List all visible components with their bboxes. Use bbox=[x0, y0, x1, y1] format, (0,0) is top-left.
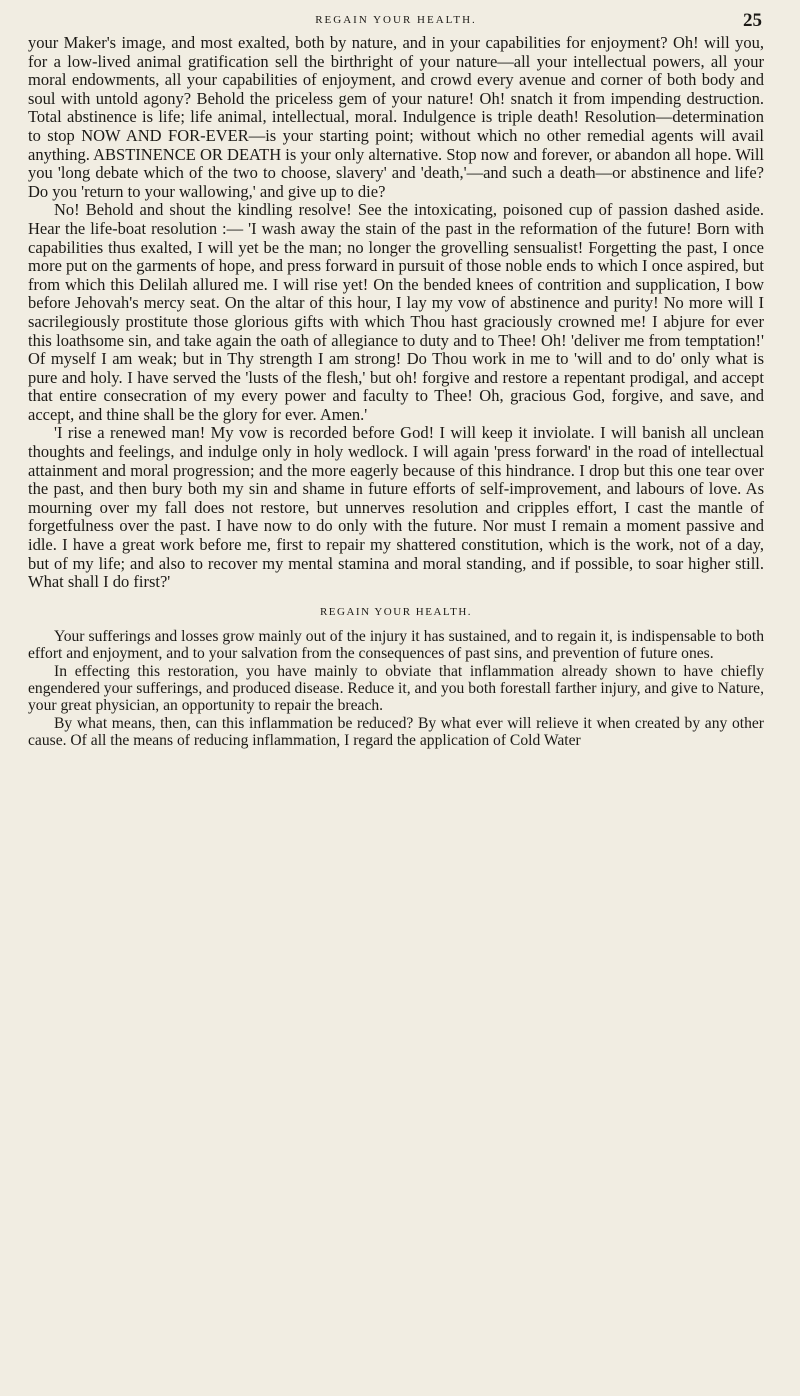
page-number: 25 bbox=[743, 10, 762, 31]
paragraph: 'I rise a renewed man! My vow is recorded before God! I will keep it inviolate. I will banish all unclean thoughts and feelings, and indulge only in holy wedlock. I will again 'press forward' in the road of intellectual attainment and moral progression; and the more eagerly because of this hindrance. I drop but this one tear over the past, and then bury both my sin and shame in future efforts of self-improvement, and labours of love. As mourning over my fall does not restore, but unnerves resolution and cripples effort, I cast the mantle of forgetfulness over the past. I have now to do only with the future. Nor must I remain a moment passive and idle. I have a great work before me, first to repair my shattered constitution, which is the work, not of a day, but of my life; and also to recover my mental stamina and moral standing, and if possible, to soar higher still. What shall I do first?' bbox=[28, 423, 764, 592]
paragraph: In effecting this restoration, you have mainly to obviate that inflammation already shown to have chiefly engendered your sufferings, and produced disease. Reduce it, and you both forestall farther injury, and give to Nature, your great physician, an opportunity to repair the breach. bbox=[28, 662, 764, 715]
paragraph: Your sufferings and losses grow mainly out of the injury it has sustained, and to regain it, is indispensable to both effort and enjoyment, and to your salvation from the consequences of past sins, and prevention of future ones. bbox=[28, 627, 764, 663]
paragraph: No! Behold and shout the kindling resolve! See the intoxicating, poisoned cup of passion dashed aside. Hear the life-boat resolution :— 'I wash away the stain of the past in the reformation of the future! Born with capabilities thus exalted, I will yet be the man; no longer the grovelling sensualist! Forgetting the past, I once more put on the garments of hope, and press forward in pursuit of those noble ends to which I once aspired, but from which this Delilah allured me. I will rise yet! On the bended knees of contrition and supplication, I bow before Jehovah's mercy seat. On the altar of this hour, I lay my vow of abstinence and purity! No more will I sacrilegiously prostitute those glorious gifts with which Thou hast graciously crowned me! I abjure for ever this loathsome sin, and take again the oath of allegiance to duty and to Thee! Oh! 'deliver me from temptation!' Of myself I am weak; but in Thy strength I am strong! Do Thou work in me to 'will and to do' only what is pure and holy. I have served the 'lusts of the flesh,' but oh! forgive and restore a repentant prodigal, and accept that entire consecration of my every power and faculty to Thee! Oh, gracious God, forgive, and save, and accept, and thine shall be the glory for ever. Amen.' bbox=[28, 200, 764, 424]
section-body bbox=[28, 628, 764, 750]
paragraph: your Maker's image, and most exalted, both by nature, and in your capabilities for enjoyment? Oh! will you, for a low-lived animal gratification sell the birthright of your nature—all your intellectual powers, all your moral endowments, all your capabilities of enjoyment, and crowd every avenue and corner of both body and soul with untold agony? Behold the priceless gem of your nature! Oh! snatch it from impending destruction. Total abstinence is life; life animal, intellectual, moral. Indulgence is triple death! Resolution—determination to stop NOW AND FOR-EVER—is your starting point; without which no other remedial agents will avail anything. ABSTINENCE OR DEATH is your only alternative. Stop now and forever, or abandon all hope. Will you 'long debate which of the two to choose, slavery' and 'death,'—and such a death—or abstinence and life? Do you 'return to your wallowing,' and give up to die? bbox=[28, 33, 764, 201]
running-head bbox=[28, 8, 764, 34]
paragraph: By what means, then, can this inflammation be reduced? By what ever will relieve it when created by any other cause. Of all the means of reducing inflammation, I regard the application of Cold Water bbox=[28, 714, 764, 750]
running-title: REGAIN YOUR HEALTH. bbox=[315, 14, 477, 26]
section-heading: REGAIN YOUR HEALTH. bbox=[319, 605, 473, 618]
